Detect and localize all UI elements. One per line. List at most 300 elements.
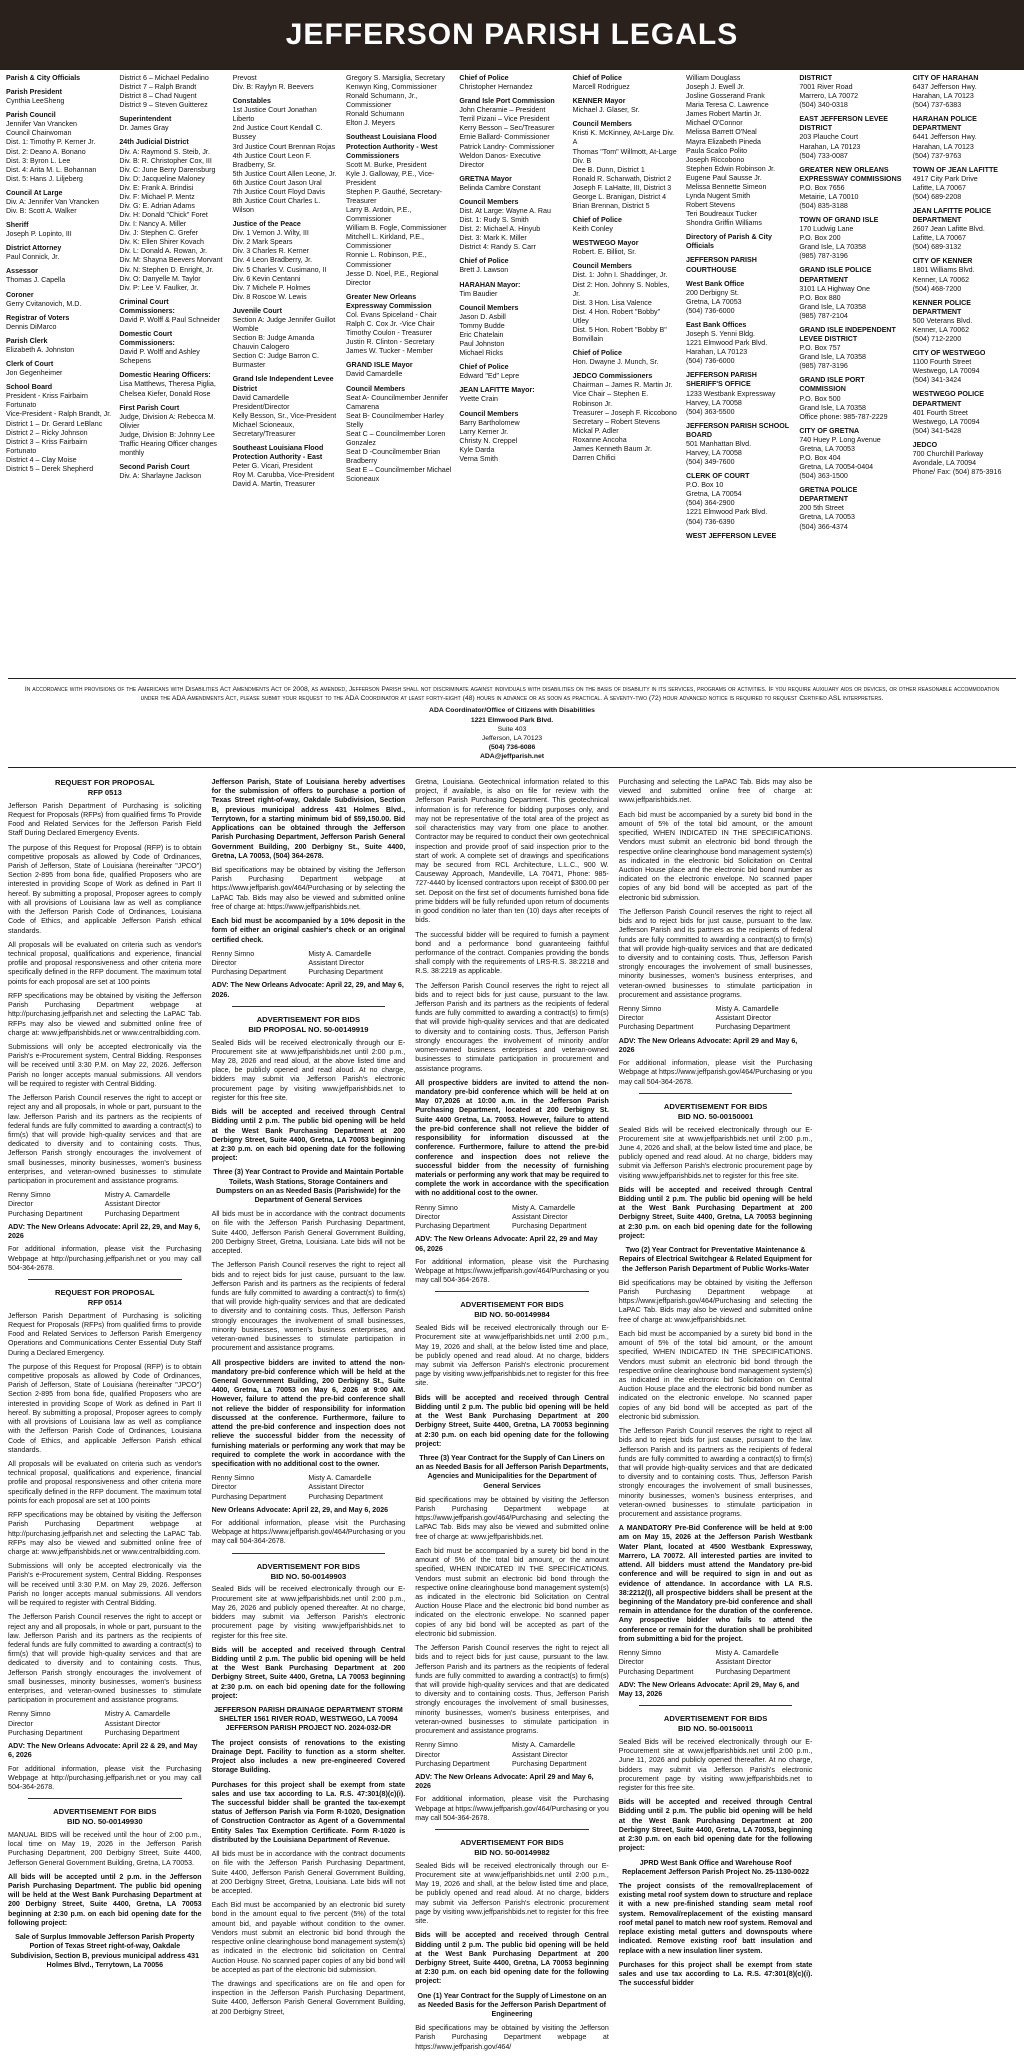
directory-entry (573, 372, 678, 463)
signature-line: Purchasing Department (308, 968, 383, 977)
directory-heading: CITY OF HARAHAN (912, 74, 979, 82)
directory-line: Joseph P. Lopinto, III (6, 230, 72, 239)
directory-heading: Council Members (572, 262, 632, 271)
directory-column (686, 74, 791, 672)
directory-heading: Assessor (6, 267, 38, 276)
directory-column (6, 74, 111, 672)
directory-line: Barry Bartholomew (459, 418, 520, 427)
directory-line: 1st Justice Court Jonathan Liberto (232, 106, 317, 124)
directory-line: Prevost (232, 74, 257, 82)
directory-line: Dist. 2: Deano A. Bonano (6, 147, 86, 156)
notice-signature (415, 1204, 609, 1232)
directory-line: Judge, Division B: Johnny Lee (119, 430, 215, 439)
directory-line: Tommy Budde (459, 321, 505, 330)
directory-entry (346, 133, 451, 287)
notice-title: ADVERTISEMENT FOR BIDS (53, 1807, 157, 1817)
ada-contact-email[interactable]: ADA@jeffparish.net (479, 753, 545, 761)
directory-heading: CITY OF GRETNA (799, 426, 860, 435)
legal-notice (415, 778, 609, 1292)
directory-heading: TOWN OF GRAND ISLE (799, 216, 879, 225)
directory-line: (504) 736-6390 (686, 517, 735, 526)
directory-line: Marrero, LA 70072 (799, 92, 859, 101)
directory-line: Grand Isle, LA 70358 (799, 243, 866, 252)
notice-paragraph: RFP specifications may be obtained by visiting the Jefferson Parish Purchasing Department webpage at http://purchasing.jeffparish.net and selecting the LaPAC Tab. RFPs may also be viewed and submitted online free of charge at: www.jeffparishbids.net or www.centralbidding.com. (8, 991, 202, 1037)
directory-line: Dist. 2: Michael A. Hinyub (459, 225, 541, 234)
legal-notice (415, 1838, 609, 2052)
directory-line: Chairman – James R. Martin Jr. (572, 381, 673, 390)
directory-heading: Parish & City Officials (6, 74, 81, 82)
notice-divider (435, 1291, 589, 1292)
directory-line: Jesse D. Noel, P.E., Regional Director (346, 269, 439, 287)
signature-line: Renny Simno (415, 1203, 458, 1212)
directory-line: John Cheramie – President (459, 106, 546, 115)
signature-line: Renny Simno (8, 1710, 51, 1719)
directory-heading: School Board (6, 383, 53, 392)
directory-column (573, 74, 678, 672)
directory-line: Yvette Crain (459, 395, 498, 404)
legal-notice (212, 778, 406, 1007)
directory-line: P.O. Box 10 (686, 481, 724, 490)
directory-heading: DISTRICT (799, 74, 833, 82)
notice-paragraph: MANUAL BIDS will be received until the hour of 2:00 p.m., local time on May 19, 2026 in the Jefferson Parish Purchasing Department, 200 Derbigny Street, Suite 4400, Jefferson General Government Building, Gretna, LA 70053. (8, 1830, 202, 1867)
directory-column (233, 74, 338, 672)
directory-entry (459, 257, 564, 275)
notice-paragraph: The Jefferson Parish Council reserves the right to reject all bids and to reject bids for just cause, pursuant to the law. Jefferson Parish and its partners as the recipients of federal funds are fully committed to awarding a contract(s) to firm(s) that will provide high-quality services and that are dedicated to diversity and to containing costs. Thus, Jefferson Parish strongly encourages the involvement of small businesses, minority businesses, women's business enterprises, and veteran-owned businesses to stimulate participation in procurement and assistance programs. (618, 907, 813, 999)
directory-entry (459, 281, 564, 299)
directory-heading: Directory of Parish & City Officials (686, 233, 772, 251)
directory-line: Kyle Darda (459, 445, 495, 454)
directory-line: Div. D: Jacqueline Maloney (119, 174, 205, 183)
directory-entry (799, 376, 904, 421)
directory-line: Div. 1 Vernon J. Wilty, III (232, 229, 309, 238)
directory-entry (573, 120, 678, 211)
directory-line: Kyle J. Galloway, P.E., Vice-President (346, 169, 435, 187)
notice-title: REQUEST FOR PROPOSAL (55, 778, 155, 787)
signature-line: Assistant Director (308, 1483, 364, 1492)
directory-line: Section B: Judge Amanda Chauvin Calogero (232, 334, 315, 352)
signature-line: Assistant Director (511, 1212, 568, 1221)
legal-notice (8, 1288, 202, 1799)
directory-line: District 4 – Clay Moise (6, 455, 77, 464)
signature-line: Renny Simno (415, 1741, 458, 1750)
directory-entry (573, 262, 678, 344)
directory-entry (799, 486, 904, 531)
directory-entry (913, 207, 1018, 252)
signature-line: Mistry A. Camardelle (104, 1710, 171, 1719)
notice-paragraph: Purchases for this project shall be exempt from state sales and use tax according to La. R.S. 47:301(8)(c)(i). The successful bidder (618, 1960, 813, 1988)
directory-heading: Clerk of Court (6, 360, 54, 369)
notice-divider (639, 1705, 793, 1706)
signature-line: Renny Simno (8, 1191, 51, 1200)
directory-entry (119, 138, 224, 292)
directory-heading: JEFFERSON PARISH SHERIFF'S OFFICE (686, 371, 757, 389)
legal-notice (8, 1807, 202, 1970)
directory-heading: Sheriff (6, 221, 29, 230)
directory-line: Seat C – Councilmember Loren Gonzalez (346, 429, 446, 447)
directory-line: Dennis DiMarco (6, 322, 57, 331)
signature-line: Purchasing Department (104, 1209, 180, 1218)
ada-contact-line: Jefferson, LA 70123 (481, 734, 543, 742)
directory-entry (6, 360, 111, 378)
directory-line: (504) 341-5428 (912, 426, 962, 435)
directory-entry (799, 427, 904, 481)
directory-heading: JEFFERSON PARISH COURTHOUSE (686, 256, 757, 274)
notice-column (415, 778, 609, 2060)
directory-entry (686, 472, 791, 526)
signature-line: Director (211, 1483, 237, 1492)
directory-heading: Parish Council (6, 111, 56, 120)
notice-paragraph: All bids must be in accordance with the contract documents on file with the Jefferson Parish Purchasing Department, Suite 4400, Jefferson Parish General Government Building, 200 Derbigny Street, Gretna, Louisiana. Late bids will not be accepted. (211, 1210, 406, 1256)
directory-line: Gretna, LA 70053 (799, 513, 855, 522)
directory-line: P.O. Box 200 (799, 234, 841, 243)
notice-divider (232, 1553, 386, 1554)
directory-line: Div. 4 Leon Bradberry, Jr. (232, 256, 313, 265)
notice-title: ADVERTISEMENT FOR BIDS (460, 1300, 564, 1310)
notice-paragraph: The Jefferson Parish Council reserves the right to accept or reject any and all proposals, in whole or part, pursuant to the law. Jefferson Parish and its partners as the recipients of federal funds are fully committed to awarding a contract(s) to firm(s) that will provide high-quality services and that are dedicated to diversity and to containing costs. Thus, Jefferson Parish strongly encourages the involvement of small businesses, minority businesses, women's business enterprises, and veteran-owned businesses to stimulate participation in procurement and assistance programs. (8, 1613, 202, 1705)
directory-line: 501 Manhattan Blvd. (686, 439, 752, 448)
directory-line: Council Chairwoman (6, 129, 72, 138)
directory-heading: Registrar of Voters (6, 313, 70, 322)
directory-line: Michael Scioneaux, Secretary/Treasurer (232, 420, 296, 438)
directory-line: Div. M: Shayna Beevers Morvant (119, 256, 223, 265)
directory-line: Div. A: Raymond S. Steib, Jr. (119, 147, 210, 156)
directory-column (913, 74, 1018, 672)
directory-heading: WESTWEGO POLICE DEPARTMENT (912, 390, 984, 408)
directory-entry (913, 299, 1018, 344)
notice-paragraph: Sealed Bids will be received electronically through our E-Procurement site at www.jeffparishbids.net until 2:00 p.m., June 11, 2026 and publicly opened thereafter. At no charge, bidders may submit via Jefferson Parish's electronic procurement page by visiting www.jeffparishbids.net to register for this free site. (618, 1737, 813, 1792)
directory-line: Timothy Coulon - Treasurer (346, 329, 433, 338)
directory-heading: JEFFERSON PARISH SCHOOL BOARD (686, 421, 790, 439)
directory-line: Dist. At Large: Wayne A. Rau (459, 207, 551, 216)
directory-line: (504) 341-3424 (912, 376, 962, 385)
directory-entry (233, 220, 338, 302)
notice-publication-dates: New Orleans Advocate: April 22, 29, and May 6, 2026 (211, 1505, 389, 1514)
directory-line: P.O. Box 404 (799, 453, 841, 462)
directory-entry (119, 330, 224, 366)
ada-contact-line: ADA Coordinator/Office of Citizens with Disabilities (429, 707, 595, 715)
directory-entry (799, 266, 904, 320)
notice-paragraph: Two (2) Year Contract for Preventative Maintenance & Repairs of Electrical Switchgear & Related Equipment for the Jefferson Parish Department of Public Works-Water (619, 1246, 812, 1273)
notice-paragraph: Each bid must be accompanied by a surety bid bond in the amount of 5% of the total bid amount, or the amount specified, WHEN INDICATED IN THE SPECIFICATIONS. Vendors must submit an electronic bid bond through the respective online clearinghouse bond management system(s) as indicated in the electronic bid Solicitation on Central Auction House Place and the electronic bid bond number as indicated on the electronic envelope. No scanned paper copies of any bid bond will be accepted as part of the electronic bid submission. (415, 1546, 609, 1638)
directory-line: Kelly Besson, Sr., Vice-President (232, 411, 337, 420)
directory-line: Hon. Dwayne J. Munch, Sr. (572, 358, 659, 367)
signature-line: Purchasing Department (8, 1209, 83, 1218)
directory-line: Ronnie L. Robinson, P.E., Commissioner (346, 251, 427, 269)
directory-entry (459, 198, 564, 252)
notice-signature (619, 1649, 813, 1677)
notice-paragraph: Bids will be accepted and received through Central Bidding until 2 p.m. The public bid opening will be held at the West Bank Purchasing Department at 200 Derbigny Street, Suite 4400, Gretna, LA 70053, beginning at 2:30 p.m. on each bid opening date for the following project: (618, 1798, 813, 1853)
signature-line: Purchasing Department (715, 1023, 791, 1032)
directory-line: Scott M. Burke, President (346, 160, 427, 169)
notice-signature (212, 950, 406, 978)
signature-line: Purchasing Department (511, 1222, 587, 1231)
notice-title: ADVERTISEMENT FOR BIDS (663, 1101, 768, 1111)
notice-paragraph: Each bid must be accompanied by a surety bid bond in the amount of 5% of the total bid amount, or the amount specified, WHEN INDICATED IN THE SPECIFICATIONS. Vendors must submit an electronic bid bond through the respective online clearinghouse bond management system(s) as indicated in the electronic bid Solicitation on Central Auction House place and the electronic bid bond number as indicated on the electronic envelope. No scanned paper copies of any bid bond will be accepted as part of the electronic bid submission. (618, 1329, 813, 1421)
notice-paragraph: The purpose of this Request for Proposal (RFP) is to obtain competitive proposals as allowed by Code of Ordinances, Parish of Jefferson, State of Louisiana (hereinafter "JPCO") Section 2-895 from bona fide, qualified Proposers who are interested in providing Scope of Work as defined in Part II hereof. By submitting a proposal, Proposer agrees to comply with all provisions of Louisiana law as well as compliance with the Jefferson Parish Code of Ordinances, Louisiana Code of Ethics, and applicable Jefferson Parish ethical standards. (8, 843, 202, 935)
directory-line: Kristi K. McKinney, At-Large Div. A (572, 129, 675, 147)
directory-line: Div. E: Frank A. Brindisi (119, 183, 194, 192)
directory-heading: Southeast Louisiana Flood Protection Authority - West Commissioners (346, 133, 438, 160)
directory-line: Gretna, LA 70053 (686, 297, 742, 306)
signature-line: Mistry A. Camardelle (104, 1191, 171, 1200)
directory-line: Dist. 5: Hans J. Liljeberg (6, 174, 83, 183)
legal-notice (415, 1300, 609, 1830)
directory-line: Stephen P. Gauthé, Secretary-Treasurer (346, 187, 443, 206)
directory-line: (504) 689-3132 (912, 243, 962, 252)
directory-line: Div. K: Ellen Shirer Kovach (119, 238, 204, 247)
directory-heading: JEAN LAFITTE Mayor: (459, 386, 535, 395)
notice-number: BID NO. 50-00150011 (678, 1724, 754, 1734)
directory-line: Div. 7 Michele P. Holmes (232, 283, 311, 292)
directory-line: Metairie, LA 70010 (799, 192, 859, 201)
notice-paragraph: The Jefferson Parish Council reserves the right to reject all bids and to reject bids for just cause, pursuant to the law. Jefferson Parish and its partners as the recipients of federal funds are fully committed to awarding a contract(s) to firm(s) that will provide high-quality services and that are dedicated to diversity and to containing costs. Thus, Jefferson Parish strongly encourages the involvement of small businesses, minority businesses, women's business enterprises, and veteran-owned businesses to stimulate participation in procurement and assistance programs. (618, 1427, 813, 1519)
directory-line: Thomas "Tom" Willmott, At-Large Div. B (572, 147, 677, 165)
directory-line: Patrick Landry- Commissioner (459, 142, 555, 151)
notice-paragraph: Purchasing and selecting the LaPAC Tab. Bids may also be viewed and submitted online free of charge at: www.jeffparishbids.net. (618, 778, 813, 805)
directory-line: P.O. Box 757 (799, 344, 841, 353)
directory-line: Paula Scalco Polito (686, 146, 748, 155)
notice-publication-dates: ADV: The New Orleans Advocate: April 29, May 6, and May 13, 2026 (618, 1680, 800, 1698)
directory-line: Div. L: Donald A. Rowan, Jr. (119, 247, 208, 256)
directory-line: Vice-President - Ralph Brandt, Jr. (6, 410, 112, 419)
signature-line: Director (415, 1750, 441, 1759)
directory-heading: Southeast Louisiana Flood Protection Authority - East (232, 443, 324, 462)
directory-line: 1801 Williams Blvd. (912, 266, 975, 275)
directory-line: Melissa Bennette Simeon (686, 182, 767, 191)
directory-line: Div. N: Stephen D. Enright, Jr. (119, 265, 214, 274)
directory-entry (6, 383, 111, 474)
directory-line: Eric Chatelain (459, 330, 504, 339)
notice-paragraph: Bids will be accepted and received through Central Bidding until 2 p.m. The public bid opening will be held at the West Bank Purchasing Department at 200 Derbigny Street, Suite 4400, Gretna, LA 70053 beginning at 2:30 p.m. on each bid opening date for the following project: (618, 1185, 813, 1240)
directory-line: 203 Plauche Court (799, 133, 859, 142)
directory-heading: GREATER NEW ORLEANS EXPRESSWAY COMMISSIONS (799, 165, 902, 183)
notice-paragraph: All proposals will be evaluated on criteria such as vendor's technical proposal, qualifications and experience, financial profile and proposal responsiveness and other criteria more specifically defined in the RFP document. The maximum total points for each proposal are set at 100 points (8, 940, 202, 986)
directory-line: Justin R. Clinton - Secretary (346, 338, 435, 347)
directory-line: 170 Ludwig Lane (799, 225, 854, 234)
signature-line: Purchasing Department (618, 1667, 694, 1676)
notice-paragraph: The Jefferson Parish Council reserves the right to reject all bids and to reject bids for just cause, pursuant to the law. Jefferson Parish and its partners as the recipients of federal funds are fully committed to awarding a contract(s) to firm(s) that will provide high-quality services and that are dedicated to diversity and to containing costs. Thus, Jefferson Parish strongly encourages the involvement of minority and/or women-owned business enterprises and veteran-owned businesses to stimulate participation in procurement and assistance programs. (415, 981, 609, 1073)
directory-line: 1221 Elmwood Park Blvd. (686, 508, 768, 517)
directory-line: Div. B: R. Christopher Cox, III (119, 156, 212, 165)
directory-line: Harahan, LA 70123 (912, 142, 974, 151)
ada-contact-line: (504) 736-6086 (488, 744, 536, 752)
directory-line: James Robert Martin Jr. (686, 110, 762, 119)
notice-paragraph: RFP specifications may be obtained by visiting the Jefferson Parish Purchasing Department webpage at http://purchasing.jeffparish.net and selecting the LaPAC Tab. RFPs may also be viewed and submitted online free of charge at: www.jeffparishbids.net or www.centralbidding.com. (8, 1511, 202, 1556)
directory-line: 3101 LA Highway One (799, 284, 870, 293)
directory-line: James Kenneth Baum Jr. (572, 444, 652, 453)
notice-publication-dates: ADV: The New Orleans Advocate: April 22 & 29, and May 6, 2026 (8, 1742, 198, 1760)
directory-line: 6th Justice Court Jason Ural (232, 178, 322, 187)
notice-number: BID NO. 50-00149982 (474, 1847, 550, 1857)
directory-line: Lynda Nugent Smith (686, 192, 751, 201)
directory-line: Dist. 1: Rudy S. Smith (459, 216, 529, 225)
notice-signature (212, 1474, 406, 1502)
notice-paragraph: The Jefferson Parish Council reserves the right to reject all bids and to reject bids for just cause, pursuant to the law. Jefferson Parish and its partners as the recipients of federal funds are fully committed to awarding a contract(s) to firm(s) that will provide high-quality services and that are dedicated to diversity and to containing costs. Thus, Jefferson Parish strongly encourages the involvement of small businesses, minority businesses, women's business enterprises, and veteran-owned businesses to stimulate participation in procurement and assistance programs. (415, 1644, 609, 1736)
directory-line: Gerry Cvitanovich, M.D. (6, 299, 82, 308)
directory-line: Mickal P. Adler (572, 426, 619, 435)
page-banner (0, 0, 1024, 70)
directory-line: Cynthia LeeSheng (6, 97, 65, 106)
directory-column (119, 74, 224, 672)
directory-entry (6, 74, 111, 83)
notice-divider (28, 1279, 182, 1280)
directory-line: 1100 Fourth Street (912, 358, 972, 367)
directory-line: (504) 468-7200 (912, 284, 962, 293)
directory-line: P.O. Box 7656 (799, 183, 845, 192)
directory-line: Michael O'Connor (686, 119, 743, 128)
directory-line: Brett J. Lawson (459, 266, 509, 275)
directory-heading: JEDCO (912, 440, 938, 449)
directory-line: Brian Brennan, District 5 (572, 202, 650, 211)
notice-divider (639, 1093, 793, 1094)
directory-entry (6, 111, 111, 184)
directory-heading: KENNER POLICE DEPARTMENT (912, 298, 971, 316)
notice-paragraph: Bids will be accepted and received through Central Bidding until 2 p.m. The public bid opening will be held at the West Bank Purchasing Department at 200 Derbigny Street, Suite 4400, Gretna, LA 70053 beginning at 2:30 p.m. on each bid opening date for the following project: (211, 1645, 406, 1700)
notice-contact-info: For additional information, please visit the Purchasing Webpage at https://www.jeffparish.gov/464/Purchasing or you may call 504-364-2678. (415, 1257, 609, 1285)
directory-entry (913, 74, 1018, 110)
notice-publication-dates: ADV: The New Orleans Advocate: April 22, 29, and May 6, 2026. (211, 981, 404, 999)
directory-line: Kenner, LA 70062 (912, 275, 970, 284)
directory-line: Darren Chifici (572, 453, 616, 462)
notice-signature (8, 1191, 202, 1219)
directory-heading: JEAN LAFITTE POLICE DEPARTMENT (912, 207, 992, 225)
directory-heading: Chief of Police (459, 363, 509, 372)
directory-line: Elton J. Meyers (346, 119, 395, 128)
directory-line: (504) 736-6000 (686, 357, 735, 366)
directory-line: District 8 – Chad Nugent (119, 92, 197, 101)
notice-paragraph: Sealed Bids will be received electronically through our E-Procurement site at www.jeffparishbids.net until 2:00 p.m., May 19, 2026 and shall, at the below listed time and place, be publicly opened and read aloud. At no charge, bidders may submit via Jefferson Parish's electronic procurement page by visiting www.jeffparishbids.net to register for this free site. (415, 1324, 609, 1388)
directory-line: Roxanne Ancoha (572, 435, 627, 444)
directory-heading: GRAND ISLE Mayor (346, 361, 413, 370)
directory-line: 1233 Westbank Expressway (686, 389, 776, 398)
signature-line: Assistant Director (511, 1750, 568, 1759)
directory-heading: GRETNA POLICE DEPARTMENT (799, 486, 858, 504)
notice-contact-info: For additional information, please visit the Purchasing Webpage at https://www.jeffparish.gov/464/Purchasing or you may call 504-364-2678. (211, 1519, 406, 1546)
notice-title: ADVERTISEMENT FOR BIDS (256, 1014, 361, 1024)
directory-entry (686, 280, 791, 316)
directory-line: Christopher Hernandez (459, 83, 533, 92)
directory-line: P.O. Box 880 (799, 293, 841, 302)
notice-publication-dates: ADV: The New Orleans Advocate: April 29 and May 6, 2026 (618, 1036, 798, 1054)
signature-line: Purchasing Department (511, 1759, 587, 1768)
notice-paragraph: Each Bid must be accompanied by an electronic bid surety bond in the amount equal to five percent (5%) of the total amount bid, and payable without condition to the owner. Vendors must submit an electronic bid bond through the respective online clearinghouse bond management system(s) as indicated in the electronic bid solicitation on Central Auction House. No scanned paper copies of any bid bond will be accepted as part of the electronic bid submission. (211, 1901, 406, 1974)
directory-entry (799, 166, 904, 211)
notice-paragraph: Jefferson Parish Department of Purchasing is soliciting Request for Proposals (RFPs) from qualified firms To Provide Food and Related Services for the Jefferson Parish Field Staff During Declared Emergency Events. (8, 801, 202, 838)
directory-heading: EAST JEFFERSON LEVEE DISTRICT (799, 115, 889, 133)
directory-line: Michael Ricks (459, 349, 504, 358)
signature-line: Purchasing Department (415, 1222, 490, 1231)
directory-line: 200 5th Street (799, 504, 844, 513)
directory-heading: CITY OF KENNER (912, 257, 973, 266)
directory-entry (913, 257, 1018, 293)
directory-line: Div. A: Jennifer Van Vrancken (6, 197, 99, 206)
directory-line: Div. A: Sharlayne Jackson (119, 472, 202, 481)
signature-line: Assistant Director (308, 958, 364, 967)
notice-paragraph: Jefferson Parish Department of Purchasing is soliciting Request for Proposals (RFPs) from qualified firms to provide Food and Related Services to Jefferson Parish Emergency Operations and Communications Center Essential Duty Staff During a Declared Emergency. (8, 1311, 202, 1357)
directory-line: 3rd Justice Court Brennan Rojas (232, 142, 336, 151)
ada-notice-text: In accordance with provisions of the Americans with Disabilities Act Amendments Act of 2008, as amended, Jefferson Parish shall not discriminate against individuals with disabilities on the basis of disability in its services, programs or activities. If you require auxiliary aids or devices, or other reasonable accommodation under the ADA Amendments Act, please submit your request to the ADA Coordinator at least forty-eight (48) hours in advance or as soon as practical. A seventy-two (72) hour advanced notice is required to request Certified ASL interpreters. (24, 686, 1000, 703)
directory-line: Joseph F. LaHatte, III, District 3 (572, 183, 672, 192)
directory-line: Gregory S. Marsiglia, Secretary (346, 74, 445, 82)
directory-line: Harahan, LA 70123 (799, 142, 861, 151)
directory-line: District 2 – Ricky Johnson (6, 428, 88, 437)
directory-line: Kenner, LA 70062 (912, 325, 970, 334)
directory-entry (799, 326, 904, 371)
signature-line: Misty A. Camardelle (511, 1741, 576, 1750)
notice-paragraph: Bid specifications may be obtained by visiting the Jefferson Parish Purchasing Department webpage at https://www.jeffparish.gov/464/Purchasing and selecting the LaPAC Tab. Bids may also be viewed and submitted online free of charge at: www.jeffparishbids.net. (618, 1278, 813, 1324)
directory-line: Lisa Matthews, Theresa Piglia, Chelsea Kiefer, Donald Rose (119, 380, 216, 398)
signature-line: Director (618, 1014, 644, 1023)
signature-line: Purchasing Department (104, 1728, 180, 1737)
directory-line: (504) 733-0087 (799, 151, 848, 160)
directory-line: Div. 8 Roscoe W. Lewis (232, 292, 307, 301)
directory-line: (504) 689-2208 (912, 192, 962, 201)
notice-title: ADVERTISEMENT FOR BIDS (460, 1838, 564, 1848)
directory-line: Peter G. Vicari, President (232, 462, 313, 471)
signature-line: Purchasing Department (715, 1667, 791, 1676)
directory-line: (504) 712-2200 (912, 335, 962, 344)
directory-heading: Chief of Police (572, 216, 622, 225)
directory-line: Terril Pizani – Vice President (459, 115, 550, 124)
directory-entry (799, 115, 904, 160)
notice-number: BID PROPOSAL NO. 50-00149919 (248, 1024, 369, 1034)
directory-line: Div. F: Michael P. Mentz (119, 192, 195, 201)
directory-line: Seat E – Councilmember Michael Scioneaux (346, 466, 452, 484)
directory-line: Gretna, LA 70054 (686, 490, 742, 499)
directory-entry (233, 444, 338, 489)
directory-heading: Domestic Court Commissioners: (119, 330, 175, 348)
directory-line: Dist. 5 Hon. Robert "Bobby B" Bonvillain (572, 325, 667, 344)
directory-line: Dist. 1: Timothy P. Kerner Jr. (6, 138, 96, 147)
directory-heading: Council Members (346, 384, 406, 393)
directory-line: Michael J. Glaser, Sr. (572, 106, 640, 115)
directory-entry (686, 256, 791, 274)
directory-line: Section C: Judge Barron C. Burmaster (232, 352, 320, 370)
directory-line: Joseph S. Yenni Bldg. (686, 330, 756, 339)
notice-paragraph: The project consists of the removal/replacement of existing metal roof system down to structure and replace it with a new pre-finished standing seam metal roof system. Removal/replacement of the existing mansard roof metal panel to match new roof system. Removal and replace existing metal gutters and downspouts where indicated. Remove existing roof batt insulation and replace with a new insulation liner system. (618, 1881, 813, 1955)
directory-heading: Chief of Police (572, 74, 622, 82)
directory-line: Teri Boudreaux Tucker (686, 210, 757, 219)
directory-line: Lafitte, LA 70067 (912, 183, 966, 192)
directory-line: 7th Justice Court Floyd Davis (232, 187, 325, 196)
directory-line: Jon Gegenheimer (6, 369, 63, 378)
directory-entry (119, 463, 224, 481)
notice-title: ADVERTISEMENT FOR BIDS (663, 1714, 768, 1724)
legal-notices (0, 768, 1024, 2051)
notice-number: RFP 0513 (87, 787, 122, 797)
directory-line: (504) 340-0318 (799, 101, 848, 110)
directory-line: Dist. 4 Hon. Robert "Bobby" Utley (572, 307, 661, 325)
notice-paragraph: Sale of Surplus Immovable Jefferson Parish Property Portion of Texas Street right-of-way, Oakdale Subdivision, Section B, previous municipal address 431 Holmes Blvd., Terrytown, La 70056 (10, 1933, 200, 1969)
directory-entry (913, 166, 1018, 202)
notice-number: BID NO. 50-00149930 (67, 1817, 143, 1827)
notice-paragraph: Jefferson Parish, State of Louisiana hereby advertises for the submission of offers to purchase a portion of Texas Street right-of-way, Oakdale Subdivision, Section B, previous municipal address 431 Holmes Blvd., Terrytown, for a starting minimum bid of $59,150.00. Bid Applications can be obtained through the Jefferson Parish Purchasing Department, Jefferson Parish General Government Building, 200 Derbigny St., Suite 4400, Gretna, LA 70053, (504) 364-2678. (211, 778, 406, 860)
directory-line: 6441 Jefferson Hwy. (912, 133, 977, 142)
directory-heading: Council At Large (6, 188, 63, 197)
notice-contact-info: For additional information, please visit the Purchasing Webpage at http://purchasing.jeffparish.net or you may call 504-364-2678. (8, 1245, 202, 1272)
directory-line: Edward "Ed" Lepre (459, 372, 520, 381)
directory-line: 1221 Elmwood Park Blvd. (686, 339, 768, 348)
directory-line: Ralph C. Cox Jr. -Vice Chair (346, 320, 435, 329)
directory-line: Div. 2 Mark Spears (232, 238, 293, 247)
directory-line: Eugene Paul Sausse Jr. (686, 173, 762, 182)
directory-entry (686, 532, 791, 541)
directory-line: David P. Wolff and Ashley Schepens (119, 348, 200, 366)
directory-line: Josline Gosserand Frank (686, 92, 765, 101)
directory-line: 500 Veterans Blvd. (912, 316, 973, 325)
notice-paragraph: Bid specifications may be obtained by visiting the Jefferson Parish Purchasing Department webpage at https://www.jeffparish.gov/464/ (415, 2024, 609, 2051)
directory-line: Office phone: 985-787-2229 (799, 412, 888, 421)
